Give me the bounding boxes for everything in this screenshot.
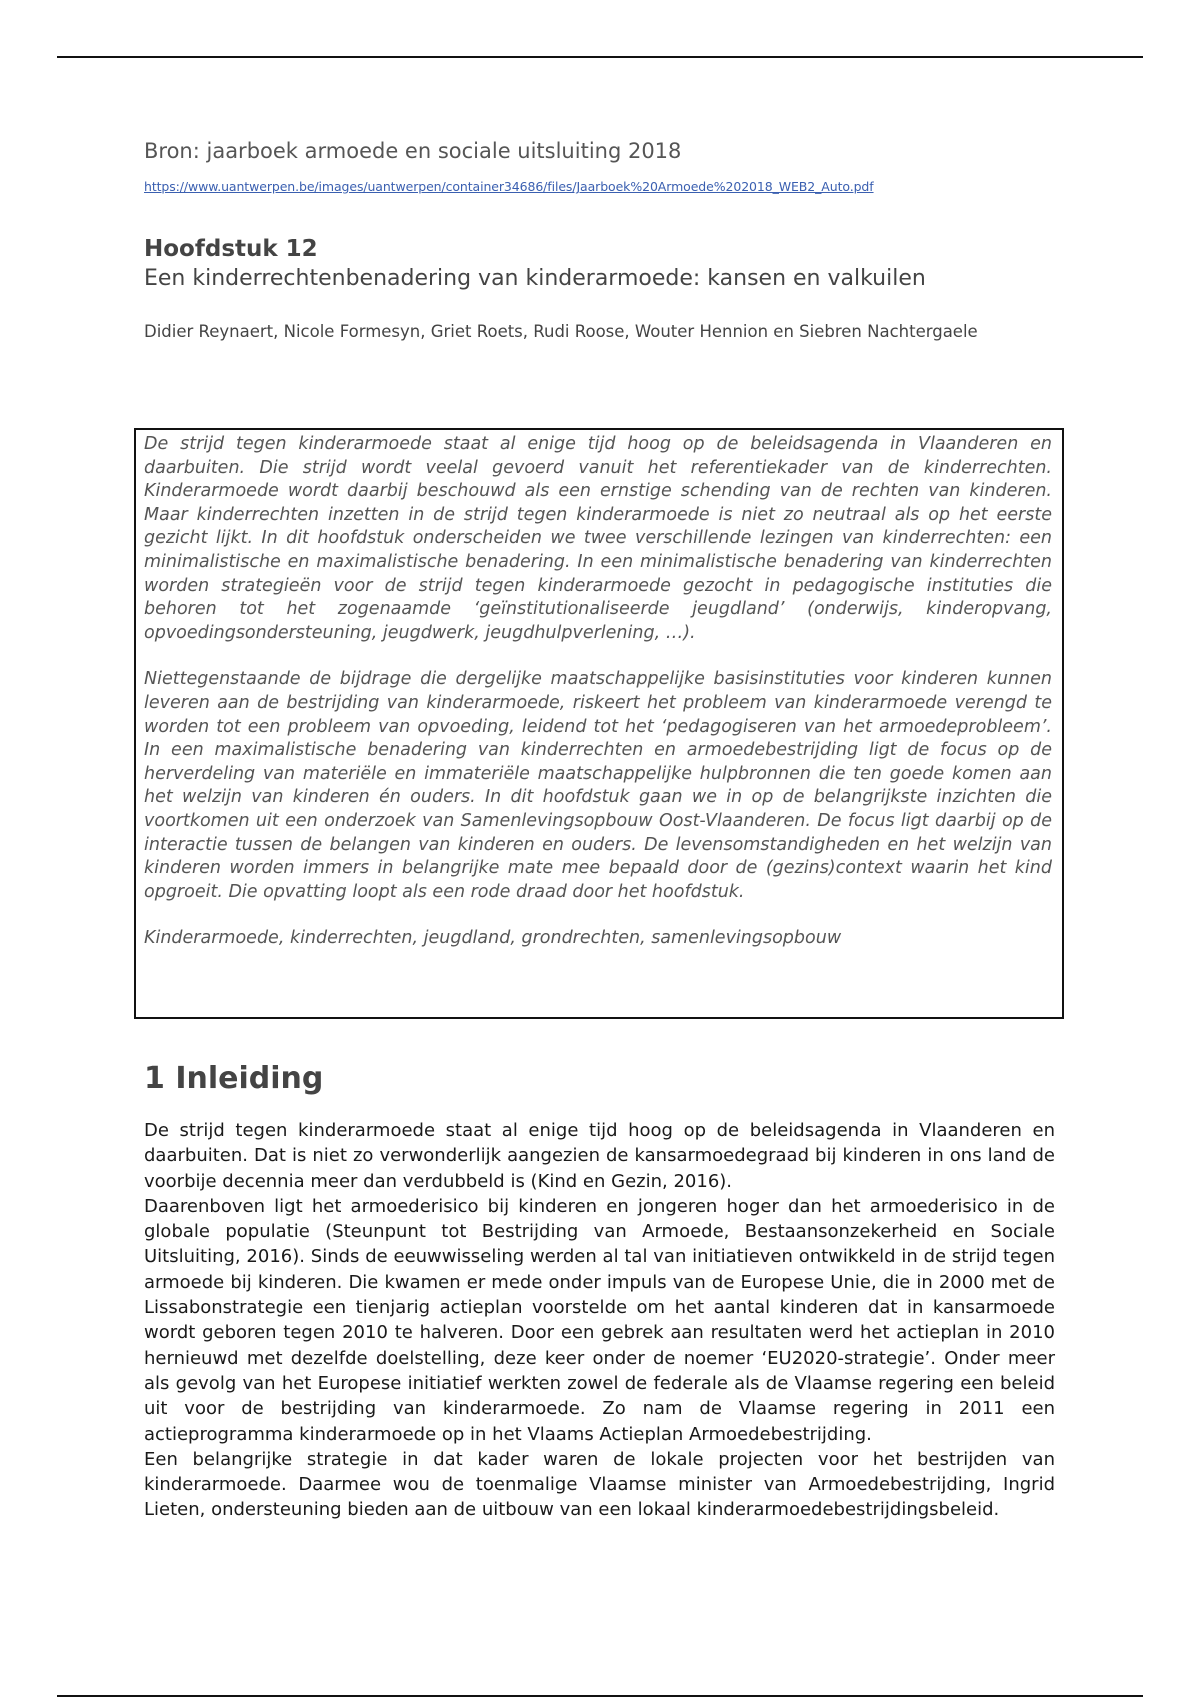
section-body	[144, 1118, 1055, 1523]
chapter-title: Een kinderrechtenbenadering van kinderarmoede: kansen en valkuilen	[144, 266, 926, 291]
body-paragraph: Daarenboven ligt het armoederisico bij kinderen en jongeren hoger dan het armoederisico in de globale populatie (Steunpunt tot Bestrijding van Armoede, Bestaansonzekerheid en Sociale Uitsluiting, 2016). Sinds de eeuwwisseling werden al tal van initiatieven ontwikkeld in de strijd tegen armoede bij kinderen. Die kwamen er mede onder impuls van de Europese Unie, die in 2000 met de Lissabonstrategie een tienjarig actieplan voorstelde om het aantal kinderen dat in kansarmoede wordt geboren tegen 2010 te halveren. Door een gebrek aan resultaten werd het actieplan in 2010 hernieuwd met dezelfde doelstelling, deze keer onder de noemer ‘EU2020-strategie’. Onder meer als gevolg van het Europese initiatief werkten zowel de federale als de Vlaamse regering een beleid uit voor de bestrijding van kinderarmoede. Zo nam de Vlaamse regering in 2011 een actieprogramma kinderarmoede op in het Vlaams Actieplan Armoedebestrijding.	[144, 1195, 1055, 1445]
chapter-number: Hoofdstuk 12	[144, 236, 318, 262]
source-link[interactable]: https://www.uantwerpen.be/images/uantwerpen/container34686/files/Jaarboek%20Armoede%202018_WEB2_Auto.pdf	[144, 179, 874, 194]
header-rule	[57, 56, 1143, 58]
abstract-box	[134, 428, 1064, 1019]
abstract-keywords: Kinderarmoede, kinderrechten, jeugdland, grondrechten, samenlevingsopbouw	[144, 928, 842, 949]
footer-rule	[57, 1695, 1143, 1697]
body-paragraph: Een belangrijke strategie in dat kader waren de lokale projecten voor het bestrijden van kinderarmoede. Daarmee wou de toenmalige Vlaamse minister van Armoedebestrijding, Ingrid Lieten, ondersteuning bieden aan de uitbouw van een lokaal kinderarmoedebestrijdingsbeleid.	[144, 1448, 1055, 1521]
source-label: Bron: jaarboek armoede en sociale uitsluiting 2018	[144, 139, 682, 163]
abstract-paragraph: De strijd tegen kinderarmoede staat al enige tijd hoog op de beleidsagenda in Vlaanderen en daarbuiten. Die strijd wordt veelal gevoerd vanuit het referentiekader van de kinderrechten. Kinderarmoede wordt daarbij beschouwd als een ernstige schending van de rechten van kinderen. Maar kinderrechten inzetten in de strijd tegen kinderarmoede is niet zo neutraal als op het eerste gezicht lijkt. In dit hoofdstuk onderscheiden we twee verschillende lezingen van kinderrechten: een minimalistische en maximalistische benadering. In een minimalistische benadering van kinderrechten worden strategieën voor de strijd tegen kinderarmoede gezocht in pedagogische instituties die behoren tot het zogenaamde ‘geïnstitutionaliseerde jeugdland’ (onderwijs, kinderopvang, opvoedingsondersteuning, jeugdwerk, jeugdhulpverlening, …).	[144, 434, 1052, 643]
front-matter	[144, 139, 1055, 342]
abstract-paragraph: Niettegenstaande de bijdrage die dergelijke maatschappelijke basisinstituties voor kinderen kunnen leveren aan de bestrijding van kinderarmoede, riskeert het probleem van kinderarmoede verengd te worden tot een probleem van opvoeding, leidend tot het ‘pedagogiseren van het armoedeprobleem’. In een maximalistische benadering van kinderrechten en armoedebestrijding ligt de focus op de herverdeling van materiële en immateriële maatschappelijke hulpbronnen die ten goede komen aan het welzijn van kinderen én ouders. In dit hoofdstuk gaan we in op de belangrijkste inzichten die voortkomen uit een onderzoek van Samenlevingsopbouw Oost-Vlaanderen. De focus ligt daarbij op de interactie tussen de belangen van kinderen en ouders. De levensomstandigheden en het welzijn van kinderen worden immers in belangrijke mate mee bepaald door de (gezins)context waarin het kind opgroeit. Die opvatting loopt als een rode draad door het hoofdstuk.	[144, 669, 1052, 902]
body-paragraph: De strijd tegen kinderarmoede staat al enige tijd hoog op de beleidsagenda in Vlaanderen en daarbuiten. Dat is niet zo verwonderlijk aangezien de kansarmoedegraad bij kinderen in ons land de voorbije decennia meer dan verdubbeld is (Kind en Gezin, 2016).	[144, 1120, 1055, 1192]
chapter-authors: Didier Reynaert, Nicole Formesyn, Griet Roets, Rudi Roose, Wouter Hennion en Siebren Nachtergaele	[144, 322, 978, 341]
section-heading: 1 Inleiding	[144, 1061, 324, 1096]
